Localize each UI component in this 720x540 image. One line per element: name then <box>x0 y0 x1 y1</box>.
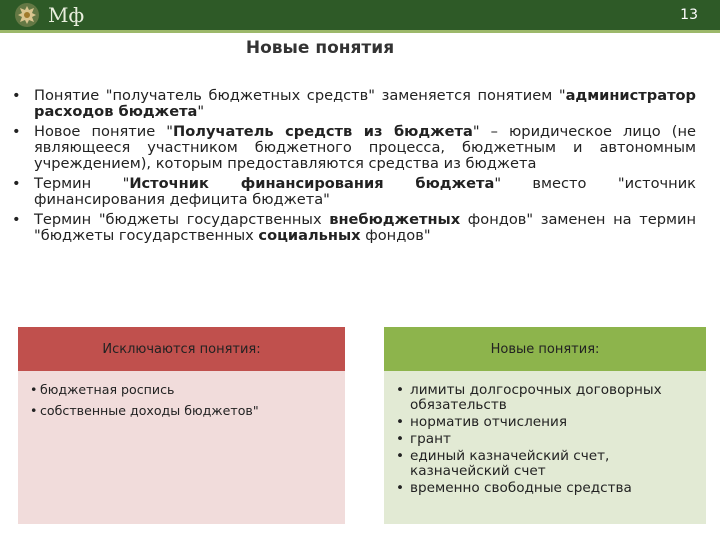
list-item: • грант <box>396 432 706 447</box>
bullet-text: Новое понятие " <box>34 123 174 140</box>
bullet-text: Понятие "получатель бюджетных средств" заменяется понятием " <box>34 87 566 104</box>
bullet-text: " <box>197 103 205 120</box>
new-concepts-heading: Новые понятия: <box>384 327 706 371</box>
excluded-concepts-box <box>18 327 345 524</box>
excluded-concepts-body <box>18 371 345 524</box>
main-bullet-list <box>10 88 696 248</box>
bullet-bold-text: внебюджетных <box>329 211 461 228</box>
bullet-text: " – юридическое лицо (не являющееся участником бюджетного процесса, бюджетным и автономным учреждением), которым предоставляются средства из бюджета <box>34 123 697 172</box>
header-bar <box>0 0 720 30</box>
bullet-text: фондов" заменен на термин "бюджеты государственных <box>34 211 696 244</box>
bullet-item <box>10 124 696 172</box>
list-item: • временно свободные средства <box>396 481 706 496</box>
new-concepts-list <box>384 379 706 496</box>
bullet-bold-text: Получатель средств из бюджета <box>173 123 473 140</box>
bullet-item <box>10 88 696 120</box>
bullet-text: фондов" <box>360 227 431 244</box>
slide-title: Новые понятия <box>245 38 395 58</box>
bullet-bold-text: социальных <box>258 227 361 244</box>
logo-text: Мф <box>48 3 85 27</box>
list-item: • собственные доходы бюджетов" <box>30 400 345 421</box>
bullet-item <box>10 212 696 244</box>
coat-of-arms-icon <box>14 2 40 28</box>
list-item: • единый казначейский счет, казначейский счет <box>396 449 706 479</box>
bullet-text: Термин "бюджеты государственных <box>34 211 330 228</box>
bullet-text: Термин " <box>34 175 130 192</box>
bullet-item <box>10 176 696 208</box>
list-item: • норматив отчисления <box>396 415 706 430</box>
slide-number: 13 <box>680 7 698 23</box>
new-concepts-body <box>384 371 706 524</box>
bullet-text: " вместо "источник финансирования дефицита бюджета" <box>34 175 696 208</box>
excluded-concepts-list <box>18 379 345 421</box>
header-accent-rule <box>0 30 720 33</box>
new-concepts-box <box>384 327 706 524</box>
excluded-concepts-heading: Исключаются понятия: <box>18 327 345 371</box>
list-item: • бюджетная роспись <box>30 379 345 400</box>
bullet-bold-text: администратор расходов бюджета <box>34 87 696 120</box>
bullet-bold-text: Источник финансирования бюджета <box>129 175 495 192</box>
list-item: • лимиты долгосрочных договорных обязательств <box>396 383 706 413</box>
